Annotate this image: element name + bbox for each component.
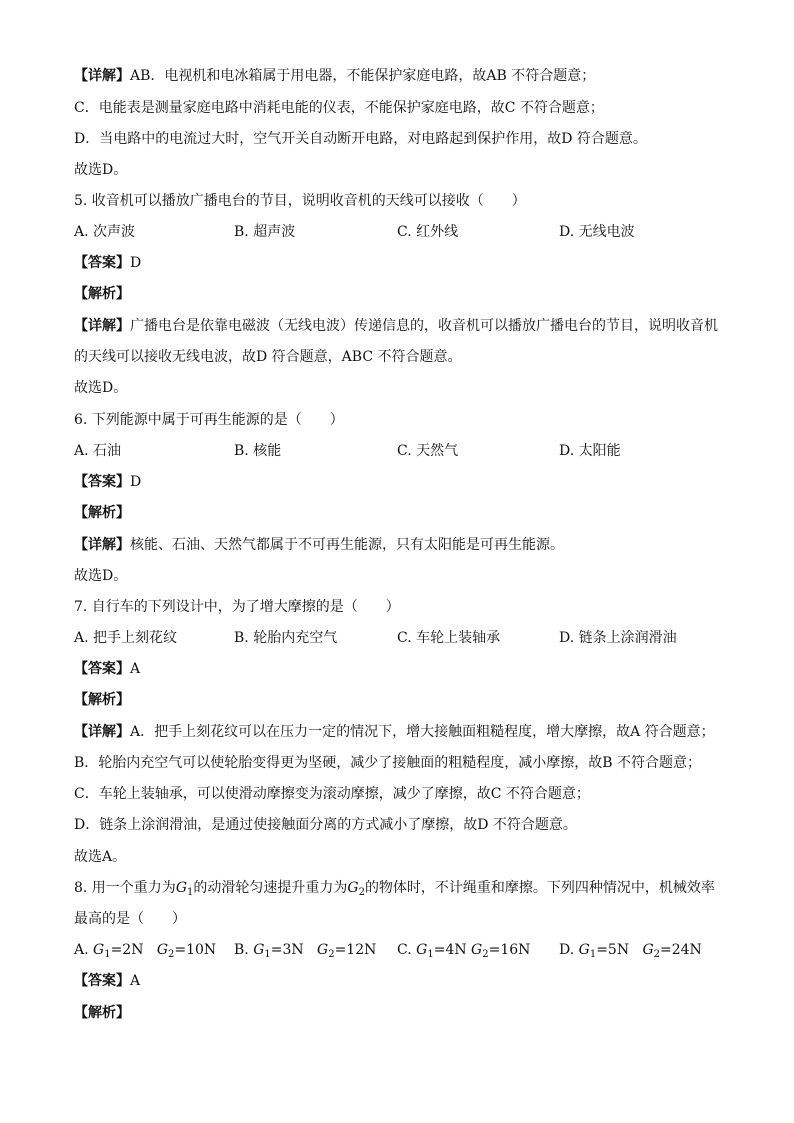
q8-stem-part: 8. 用一个重力为 [74,880,176,896]
q5-option-d: D. 无线电波 [559,224,635,240]
q7-answer [74,659,140,679]
answer-label: 【答案】 [74,255,130,271]
q4-detail-text: AB．电视机和电冰箱属于用电器，不能保护家庭电路，故AB 不符合题意； [130,68,596,84]
q5-option-a: A. 次声波 [74,224,136,240]
answer-label: 【答案】 [74,474,130,490]
q7-option-a: A. 把手上刻花纹 [74,630,178,646]
q6-conclusion: 故选D。 [74,568,128,584]
detail-label: 【详解】 [74,724,130,740]
g-subscript: 2 [482,949,489,960]
g-symbol: G [175,880,187,896]
q8-stem [74,878,715,898]
answer-label: 【答案】 [74,973,130,989]
g-subscript: 1 [589,949,597,960]
g-subscript: 1 [187,887,194,898]
answer-value: A [130,973,141,989]
g1-value: =3N [270,942,304,958]
g-subscript: 1 [264,949,271,960]
g2-value: =24N [660,942,702,958]
q5-analysis-label: 【解析】 [74,286,130,302]
q7-detail-line-b: B．轮胎内充空气可以使轮胎变得更为坚硬，减少了接触面的粗糙程度，减小摩擦，故B 不符合题意； [74,755,702,771]
q5-conclusion: 故选D。 [74,380,128,396]
g-symbol: G [253,942,265,958]
g-symbol: G [317,942,329,958]
g-subscript: 2 [653,949,661,960]
g-subscript: 1 [104,949,111,960]
g-subscript: 2 [328,949,335,960]
g-symbol: G [347,880,359,896]
q8-stem-part: 的动滑轮匀速提升重力为 [193,880,348,896]
q6-detail-text: 核能、石油、天然气都属于不可再生能源，只有太阳能是可再生能源。 [130,537,564,553]
option-letter: C. [397,942,412,958]
g-symbol: G [578,942,590,958]
g-symbol: G [642,942,654,958]
g-symbol: G [471,942,483,958]
q5-answer [74,253,141,273]
g2-value: =16N [488,942,531,958]
g-symbol: G [93,942,105,958]
g-symbol: G [416,942,428,958]
g1-value: =4N [433,942,467,958]
q6-option-b: B. 核能 [234,443,282,459]
q5-detail-line-2: 的天线可以接收无线电波，故D 符合题意，ABC 不符合题意。 [74,349,462,365]
q5-option-b: B. 超声波 [234,224,296,240]
q7-detail-line-c: C．车轮上装轴承，可以使滑动摩擦变为滚动摩擦，减少了摩擦，故C 不符合题意； [74,786,590,802]
answer-value: D [130,255,142,271]
q8-option-d [559,940,702,960]
q7-option-b: B. 轮胎内充空气 [234,630,338,646]
detail-label: 【详解】 [74,318,130,334]
option-letter: B. [234,942,249,958]
q6-detail-line [74,535,564,555]
q5-stem: 5. 收音机可以播放广播电台的节目，说明收音机的天线可以接收（ ） [74,193,526,209]
option-letter: D. [559,942,575,958]
option-letter: A. [74,942,89,958]
g2-value: =12N [334,942,377,958]
q4-detail-line-d: D．当电路中的电流过大时，空气开关自动断开电路，对电路起到保护作用，故D 符合题意。 [74,131,647,147]
q6-stem: 6. 下列能源中属于可再生能源的是（ ） [74,412,344,428]
q4-detail-line-c: C．电能表是测量家庭电路中消耗电能的仪表，不能保护家庭电路，故C 不符合题意； [74,100,604,116]
q7-detail-text: A．把手上刻花纹可以在压力一定的情况下，增大接触面粗糙程度，增大摩擦，故A 符合题意； [130,724,715,740]
q6-analysis-label: 【解析】 [74,505,130,521]
q8-stem-part: 的物体时，不计绳重和摩擦。下列四种情况中，机械效率 [364,880,715,896]
q8-option-a [74,940,216,960]
answer-value: A [130,661,141,677]
q7-conclusion: 故选A。 [74,849,127,865]
answer-label: 【答案】 [74,661,130,677]
answer-value: D [130,474,142,490]
q5-detail-text: 广播电台是依靠电磁波（无线电波）传递信息的，收音机可以播放广播电台的节目，说明收音机 [130,318,718,334]
q5-detail-line [74,316,718,336]
q4-detail-line [74,66,595,86]
q7-detail-line-d: D．链条上涂润滑油，是通过使接触面分离的方式减小了摩擦，故D 不符合题意。 [74,817,577,833]
q6-option-d: D. 太阳能 [559,443,621,459]
q8-stem-line-2: 最高的是（ ） [74,911,186,927]
q7-analysis-label: 【解析】 [74,692,130,708]
g2-value: =10N [174,942,217,958]
g-subscript: 2 [168,949,175,960]
q8-option-b [234,940,376,960]
q8-analysis-label: 【解析】 [74,1005,130,1021]
q8-answer [74,971,140,991]
g-subscript: 2 [358,887,365,898]
detail-label: 【详解】 [74,68,130,84]
q7-detail-line [74,722,715,742]
g1-value: =2N [110,942,144,958]
q4-conclusion: 故选D。 [74,162,128,178]
q6-option-a: A. 石油 [74,443,122,459]
q6-answer [74,472,141,492]
q7-stem: 7. 自行车的下列设计中，为了增大摩擦的是（ ） [74,599,400,615]
q7-option-d: D. 链条上涂润滑油 [559,630,677,646]
detail-label: 【详解】 [74,537,130,553]
q6-option-c: C. 天然气 [397,443,459,459]
g-symbol: G [156,942,169,958]
g-subscript: 1 [427,949,434,960]
q5-option-c: C. 红外线 [397,224,459,240]
q8-option-c [397,940,530,960]
q7-option-c: C. 车轮上装轴承 [397,630,501,646]
g1-value: =5N [596,942,630,958]
